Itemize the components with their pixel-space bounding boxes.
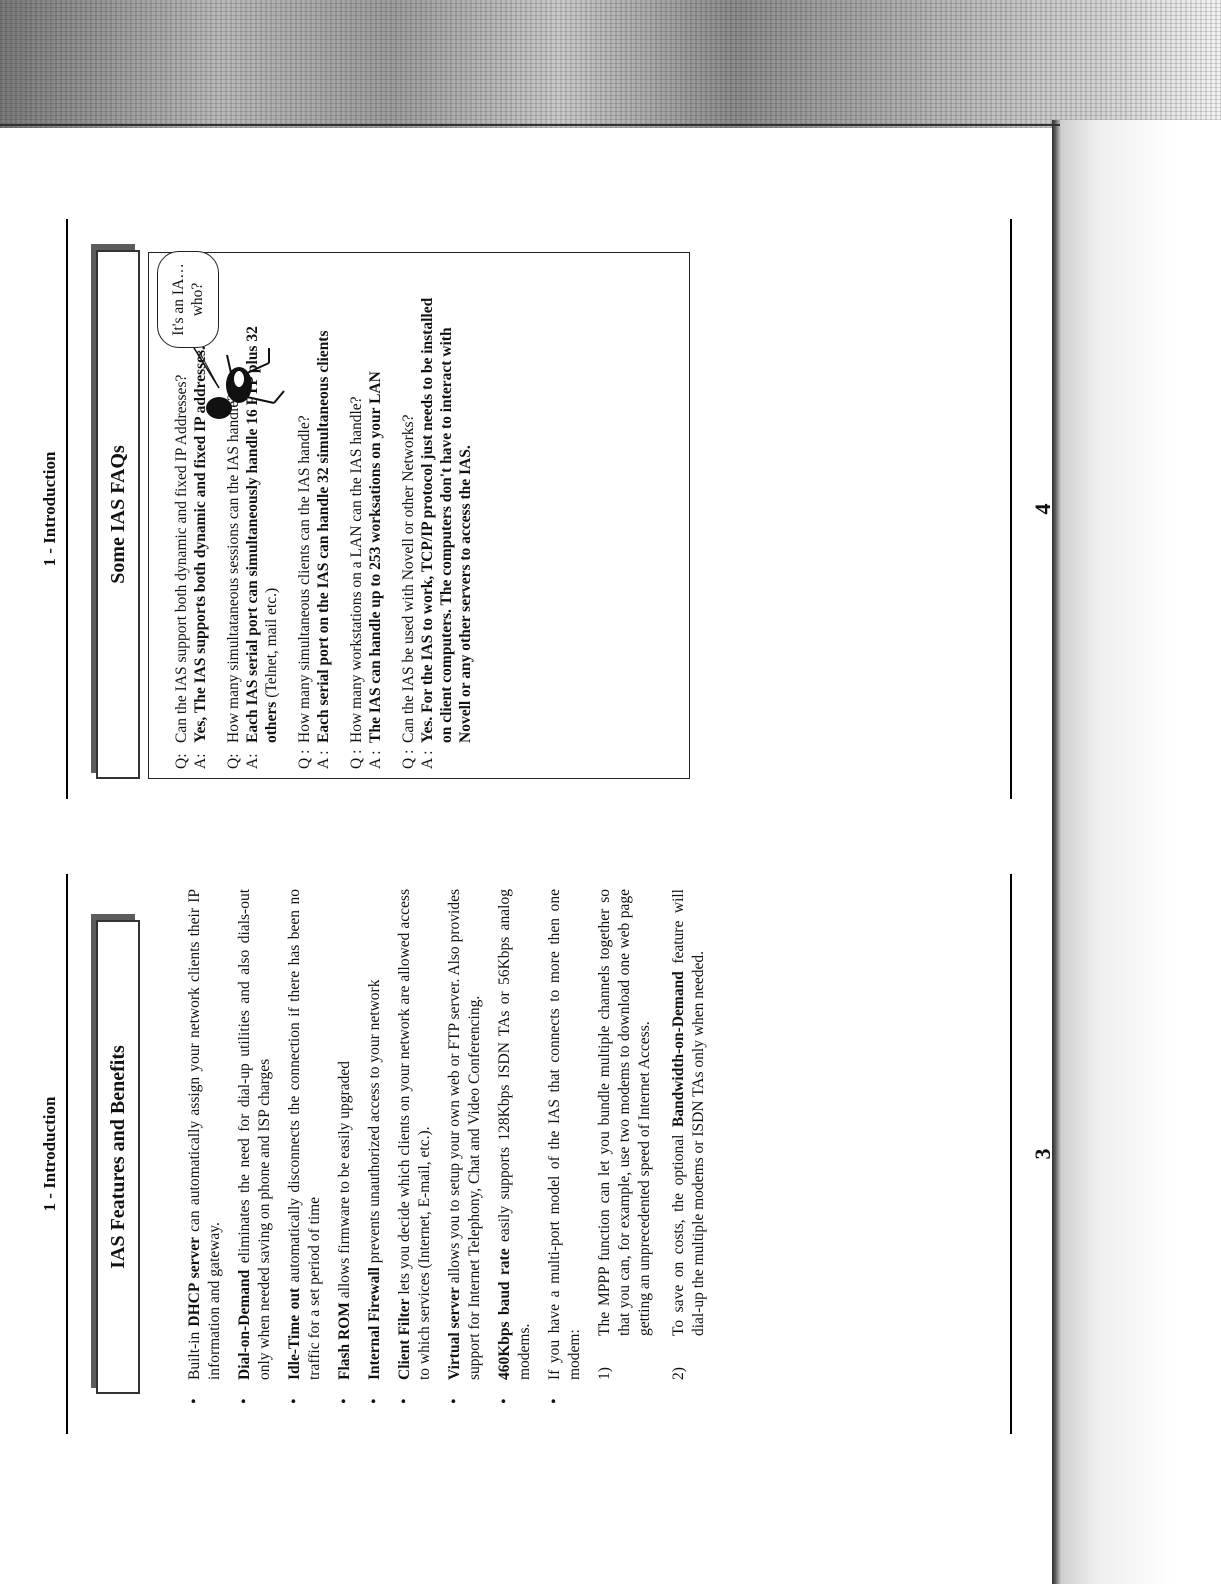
faq-item — [347, 289, 385, 769]
feature-item: • 460Kbps baud rate easily supports 128Kbps ISDN TAs or 56Kbps analog modems. — [495, 889, 535, 1404]
faq-item — [172, 289, 210, 769]
bubble-line: It's an IA… — [170, 263, 187, 336]
footer-rule — [1010, 219, 1012, 799]
feature-item: • Client Filter lets you decide which clients on your network are allowed access to which services (Internet, E-mail, etc.). — [395, 889, 435, 1404]
faq-answer: A : The IAS can handle up to 253 worksations on your LAN — [367, 371, 384, 769]
page-number: 3 — [1030, 1148, 1055, 1160]
feature-item: • Built-in DHCP server can automatically assign your network clients their IP information and gateway. — [185, 889, 225, 1404]
page-number: 4 — [1030, 503, 1055, 515]
sub-item: 2) To save on costs, the optional Bandwidth-on-Demand feature will dial-up the multiple modems or ISDN TAs only when needed. — [670, 889, 707, 1380]
feature-item: • Virtual server allows you to setup your own web or FTP server. Also provides support for Internet Telephony, Chat and Video Conferencing. — [445, 889, 485, 1404]
feature-item: • Dial-on-Demand eliminates the need for dial-up utilities and also dials-out only when needed saving on phone and ISP charges — [235, 889, 275, 1404]
feature-item: • Internal Firewall prevents unauthorized access to your network — [365, 889, 385, 1404]
page-4 — [0, 219, 1100, 799]
section-title: IAS Features and Benefits — [96, 920, 140, 1394]
footer-rule — [1010, 874, 1012, 1434]
sub-item: 1) The MPPP function can let you bundle multiple channels together so that you can, for example, use two modems to download one web page getting an unprecedented speed of Internet Access. — [596, 889, 653, 1380]
faq-answer: A : Each serial port on the IAS can handle 32 simultaneous clients — [315, 330, 332, 769]
feature-item: • If you have a multi-port model of the IAS that connects to more then one modem: 1) The MPPP function can let you bundle multiple channels together so that you can, for example, use two modems to download one web page getting an unprecedented speed of Internet Access. 2) To save on costs, the optional Bandwidth-on-Demand feature will dial-up the multiple modems or ISDN TAs only when needed. — [545, 889, 709, 1404]
sub-list — [595, 889, 709, 1380]
faq-item — [224, 289, 281, 769]
feature-item: • Idle-Time out automatically disconnects the connection if there has been no traffic for a set period of time — [285, 889, 325, 1404]
faq-question: Q : How many simultaneous clients can the IAS handle? — [296, 415, 313, 769]
faq-answer: A: Yes, The IAS supports both dynamic and fixed IP addresses. — [192, 346, 209, 769]
faq-question: Q: How many simultataneous sessions can the IAS handle? — [225, 393, 242, 769]
faq-list — [172, 289, 489, 769]
running-head: 1 - Introduction — [40, 1096, 59, 1212]
faq-answer: A : Yes. For the IAS to work, TCP/IP protocol just needs to be installed on client computers. The computers don't have to interact with Novell or any other servers to access the IAS. — [419, 297, 474, 769]
running-head: 1 - Introduction — [40, 451, 59, 567]
feature-item: • Flash ROM allows firmware to be easily upgraded — [335, 889, 355, 1404]
faq-item — [295, 289, 333, 769]
faq-question: Q : How many workstations on a LAN can the IAS handle? — [348, 396, 365, 769]
faq-answer: A: Each IAS serial port can simultaneously handle 16 FTP plus 32 others (Telnet, mail etc.) — [244, 326, 280, 769]
header-rule — [66, 219, 68, 799]
bubble-line: who? — [189, 282, 206, 317]
faq-question: Q : Can the IAS be used with Novell or other Networks? — [400, 414, 417, 769]
header-rule — [66, 874, 68, 1434]
faq-item — [399, 289, 475, 769]
feature-list — [185, 889, 723, 1404]
page-3 — [0, 874, 1100, 1434]
faq-question: Q: Can the IAS support both dynamic and fixed IP Addresses? — [173, 374, 190, 769]
section-title: Some IAS FAQs — [96, 250, 140, 779]
